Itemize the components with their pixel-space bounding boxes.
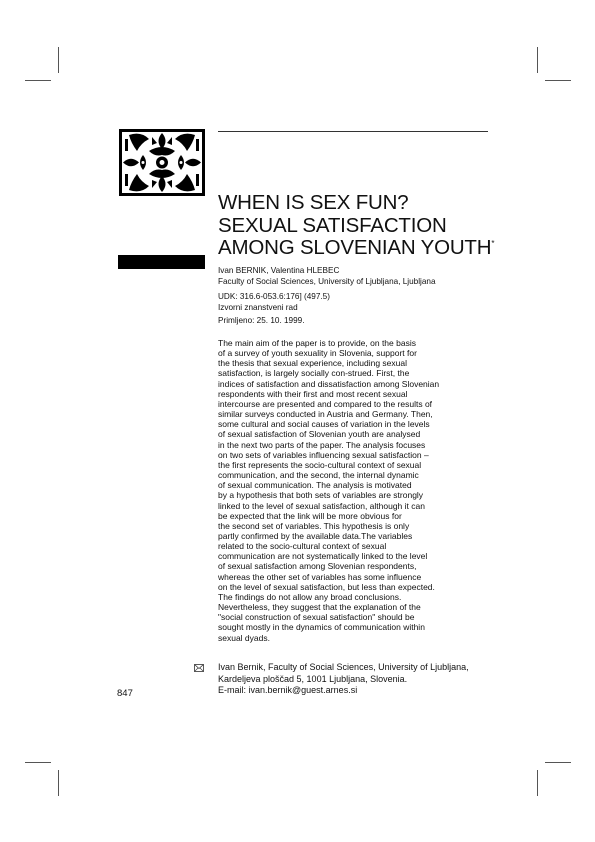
abstract-line: on two sets of variables influencing sexual satisfaction – [218, 449, 429, 460]
header-rule [218, 131, 488, 132]
title-line [218, 237, 494, 260]
received-date: Primljeno: 25. 10. 1999. [218, 316, 305, 325]
abstract-line: be expected that the link will be more obvious for [218, 510, 402, 521]
title-line: WHEN IS SEX FUN? [218, 191, 409, 214]
abstract-line: in the next two parts of the paper. The analysis focuses [218, 439, 426, 450]
crop-mark [25, 762, 51, 763]
article-title [218, 192, 494, 260]
abstract-line: Nevertheless, they suggest that the explanation of the [218, 602, 421, 613]
abstract-line: whereas the other set of variables has some influence [218, 571, 422, 582]
abstract-line: indices of satisfaction and dissatisfaction among Slovenian [218, 378, 440, 389]
correspondence-line: Ivan Bernik, Faculty of Social Sciences, University of Ljubljana, [218, 662, 469, 672]
abstract-line: partly confirmed by the available data.The variables [218, 530, 413, 541]
affiliation: Faculty of Social Sciences, University of Ljubljana, Ljubljana [218, 277, 436, 286]
abstract-line: communication, and the second, the internal dynamic [218, 470, 419, 481]
authors: Ivan BERNIK, Valentina HLEBEC [218, 266, 340, 275]
abstract-line: related to the socio-cultural context of sexual [218, 541, 387, 552]
abstract-line: the second set of variables. This hypothesis is only [218, 520, 410, 531]
abstract-line: similar surveys conducted in Austria and Germany. Then, [218, 409, 433, 420]
crop-mark [545, 80, 571, 81]
abstract-line: linked to the level of sexual satisfaction, although it can [218, 500, 425, 511]
crop-mark [545, 762, 571, 763]
correspondence-address [218, 662, 469, 697]
abstract-line: of sexual satisfaction among Slovenian respondents, [218, 561, 417, 572]
decorative-black-bar [118, 255, 205, 269]
article-type: Izvorni znanstveni rad [218, 303, 298, 312]
abstract-line: some cultural and social causes of variation in the levels [218, 419, 430, 430]
abstract-line: The main aim of the paper is to provide, on the basis [218, 338, 416, 348]
abstract-line: sexual dyads. [218, 632, 270, 643]
crop-mark [25, 80, 51, 81]
abstract-line: by a hypothesis that both sets of variables are strongly [218, 490, 424, 501]
abstract-line: on the level of sexual satisfaction, but less than expected. [218, 581, 435, 592]
crop-mark [58, 47, 59, 73]
abstract-line: intercourse are presented and compared to the results of [218, 398, 433, 409]
correspondence-email[interactable]: E-mail: ivan.bernik@guest.arnes.si [218, 685, 358, 696]
title-line-text: AMONG SLOVENIAN YOUTH [218, 236, 492, 259]
abstract-line: the thesis that sexual experience, including sexual [218, 358, 408, 369]
abstract-line: the first represents the socio-cultural context of sexual [218, 459, 422, 470]
crop-mark [537, 47, 538, 73]
title-line: SEXUAL SATISFACTION [218, 213, 447, 237]
abstract-line: of sexual satisfaction of Slovenian youth are analysed [218, 429, 421, 440]
correspondence-line: Kardeljeva ploščad 5, 1001 Ljubljana, Slovenia. [218, 673, 408, 684]
abstract-line: satisfaction, is largely socially con-strued. First, the [218, 368, 410, 379]
ornamental-journal-logo [119, 129, 205, 196]
udk-code: UDK: 316.6-053.6:176] (497.5) [218, 292, 330, 301]
abstract-line: "social construction of sexual satisfaction" should be [218, 612, 415, 623]
crop-mark [537, 770, 538, 796]
abstract-line: of a survey of youth sexuality in Slovenia, support for [218, 348, 417, 359]
abstract-line: communication are not systematically linked to the level [218, 551, 428, 562]
abstract-line: sought mostly in the dynamics of communication within [218, 622, 425, 633]
abstract-line: respondents with their first and most recent sexual [218, 388, 408, 399]
envelope-icon [194, 664, 204, 672]
page-number: 847 [117, 688, 133, 699]
crop-mark [58, 770, 59, 796]
abstract-line: The findings do not allow any broad conclusions. [218, 591, 402, 602]
abstract-line: of sexual communication. The analysis is motivated [218, 480, 412, 491]
title-footnote-mark: * [491, 239, 495, 249]
abstract [218, 338, 490, 643]
